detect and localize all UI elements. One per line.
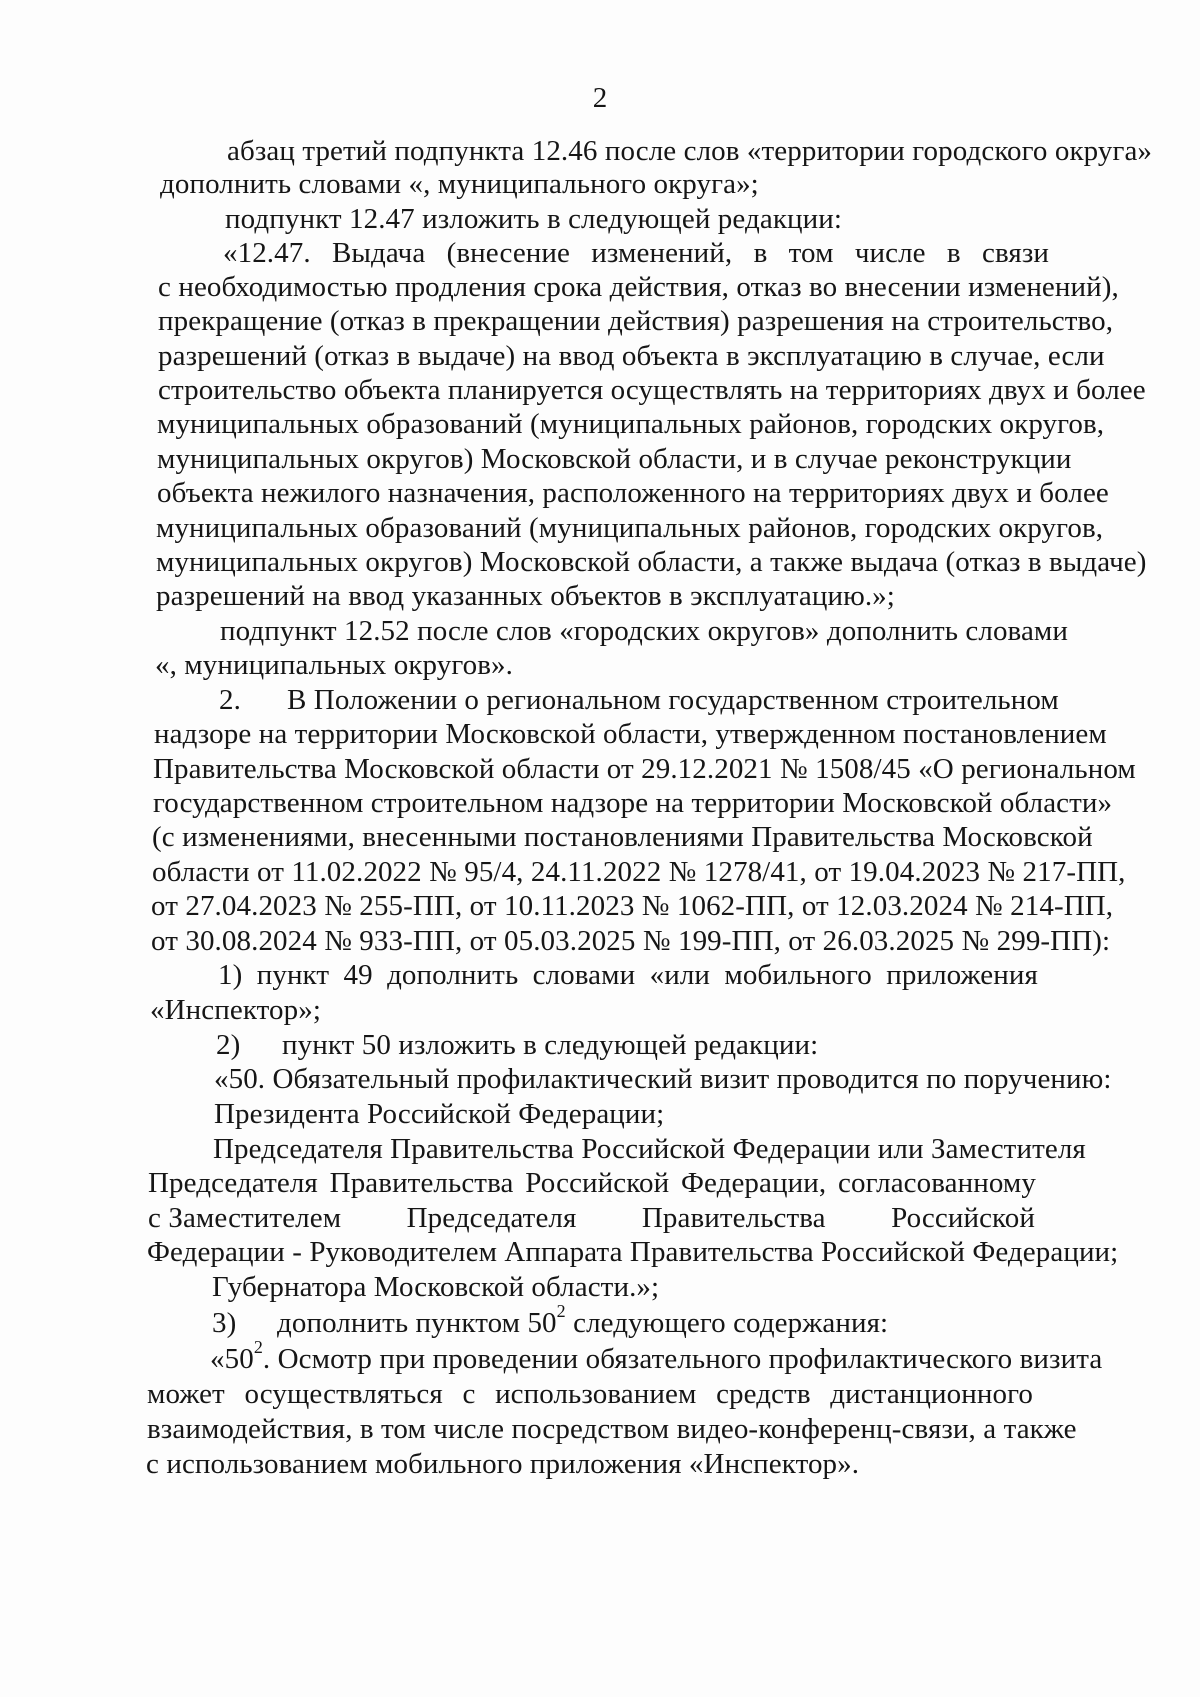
line-text: (с изменениями, внесенными постановлениями Правительства Московской (152, 821, 1093, 853)
text-line: разрешений на ввод указанных объектов в эксплуатацию.»; (156, 580, 895, 612)
line-start (210, 1337, 263, 1375)
word: приложения (886, 959, 1038, 991)
text-line (158, 374, 1146, 406)
word: словами (532, 959, 636, 991)
superscript: 2 (253, 1337, 263, 1358)
item-number: 2. (219, 684, 241, 716)
word: может (147, 1378, 225, 1410)
text-line (156, 546, 1147, 578)
line-text: от 30.08.2024 № 933-ПП, от 05.03.2025 № 199-ПП, от 26.03.2025 № 299-ПП): (151, 925, 1111, 957)
line-text: с необходимостью продления срока действия, отказ во внесении изменений), (158, 271, 1119, 303)
text-line (153, 787, 1113, 819)
line-text: от 27.04.2023 № 255-ПП, от 10.11.2023 № 1062-ПП, от 12.03.2024 № 214-ПП, (151, 890, 1114, 922)
text-line (152, 821, 1093, 853)
text-line (156, 512, 1104, 544)
item-number: 3) (212, 1307, 237, 1339)
line-text: дополнить пунктом 50 (277, 1307, 557, 1339)
word: связи (982, 237, 1049, 269)
word: в (946, 237, 961, 269)
line-text: В Положении о региональном государственном строительном (287, 684, 1059, 716)
text-line (152, 856, 1126, 888)
text-line (277, 1301, 889, 1339)
word: с Заместителем (148, 1202, 342, 1234)
text-line (151, 925, 1111, 957)
word: (внесение (446, 237, 570, 269)
line-text: абзац третий подпункта 12.46 после слов «территории городского округа» (227, 135, 1153, 167)
word: Выдача (331, 237, 426, 269)
text-line: подпункт 12.47 изложить в следующей редакции: (225, 203, 843, 235)
word: средств (716, 1378, 811, 1410)
text-line (227, 135, 1153, 167)
word: «или (649, 959, 711, 991)
text-line (147, 1236, 1119, 1268)
line-text: объекта нежилого назначения, расположенного на территориях двух и более (157, 477, 1109, 509)
word: 49 (343, 959, 373, 991)
word: «12.47. (223, 237, 311, 269)
line-text: государственном строительном надзоре на территории Московской области» (153, 787, 1113, 819)
text-line: пункт 50 изложить в следующей редакции: (282, 1029, 819, 1061)
line-text: строительство объекта планируется осуществлять на территориях двух и более (158, 374, 1146, 406)
word: Федерации, (681, 1167, 827, 1199)
text-line (154, 718, 1107, 750)
word: 1) (218, 959, 243, 991)
text-line-justified (218, 961, 1038, 990)
word: пункт (256, 959, 330, 991)
text-line (157, 477, 1109, 509)
line-text: Федерации - Руководителем Аппарата Правительства Российской Федерации; (147, 1236, 1119, 1268)
word: Российской (891, 1202, 1035, 1234)
word: осуществляться (244, 1378, 443, 1410)
word: Председателя (406, 1202, 577, 1234)
line-text: надзоре на территории Московской области, утвержденном постановлением (154, 718, 1107, 750)
line-text: муниципальных образований (муниципальных районов, городских округов, (157, 408, 1105, 440)
word: Правительства (329, 1167, 514, 1199)
text-line (157, 408, 1105, 440)
word: согласованному (838, 1167, 1036, 1199)
line-text: взаимодействия, в том числе посредством видео-конференц-связи, а также (147, 1413, 1077, 1445)
word: изменений, (591, 237, 733, 269)
text-line: дополнить словами «, муниципального округа»; (160, 168, 759, 200)
line-text: прекращение (отказ в прекращении действия) разрешения на строительство, (158, 305, 1114, 337)
line-text: муниципальных округов) Московской области, а также выдача (отказ в выдаче) (156, 546, 1147, 578)
word: использованием (495, 1378, 697, 1410)
word: дополнить (387, 959, 519, 991)
text-line (158, 340, 1105, 372)
text-line: «, муниципальных округов». (155, 649, 513, 681)
word: том (788, 237, 834, 269)
word: Правительства (641, 1202, 826, 1234)
text-line (158, 271, 1119, 303)
text-line (220, 615, 1068, 647)
text-line: Губернатора Московской области.»; (212, 1271, 660, 1303)
text-line-justified (147, 1380, 1033, 1409)
item-number: 2) (216, 1029, 241, 1061)
word: мобильного (724, 959, 872, 991)
line-text: следующего содержания: (565, 1307, 889, 1339)
line-text: муниципальных округов) Московской области, и в случае реконструкции (157, 443, 1072, 475)
word: в (753, 237, 768, 269)
text-line (213, 1133, 1086, 1165)
word: Российской (525, 1167, 670, 1199)
line-text: Председателя Правительства Российской Федерации или Заместителя (213, 1133, 1086, 1165)
text-line-justified (223, 239, 1049, 268)
line-text: Правительства Московской области от 29.12.2021 № 1508/45 «О региональном (153, 753, 1136, 785)
line-text: подпункт 12.52 после слов «городских округов» дополнить словами (220, 615, 1068, 647)
text-line (151, 890, 1114, 922)
line-text: «50 (210, 1343, 254, 1375)
text-line (147, 1413, 1077, 1445)
word: числе (854, 237, 926, 269)
text-line (153, 753, 1136, 785)
word: Председателя (148, 1167, 318, 1199)
text-line-justified (148, 1204, 1035, 1233)
text-line (287, 684, 1059, 716)
word: с (462, 1378, 476, 1410)
page-number: 2 (592, 82, 608, 114)
text-line (157, 443, 1072, 475)
text-line: Президента Российской Федерации; (214, 1098, 665, 1130)
text-line: «50. Обязательный профилактический визит проводится по поручению: (214, 1063, 1112, 1095)
text-line (210, 1337, 1103, 1375)
superscript: 2 (556, 1301, 566, 1322)
word: дистанционного (830, 1378, 1033, 1410)
line-text: . Осмотр при проведении обязательного профилактического визита (262, 1343, 1103, 1375)
line-text: разрешений (отказ в выдаче) на ввод объекта в эксплуатацию в случае, если (158, 340, 1105, 372)
line-text: муниципальных образований (муниципальных районов, городских округов, (156, 512, 1104, 544)
text-line: «Инспектор»; (150, 994, 321, 1026)
text-line: с использованием мобильного приложения «Инспектор». (146, 1448, 860, 1480)
text-line-justified (148, 1169, 1036, 1198)
text-line (158, 305, 1114, 337)
line-text: области от 11.02.2022 № 95/4, 24.11.2022 № 1278/41, от 19.04.2023 № 217-ПП, (152, 856, 1126, 888)
